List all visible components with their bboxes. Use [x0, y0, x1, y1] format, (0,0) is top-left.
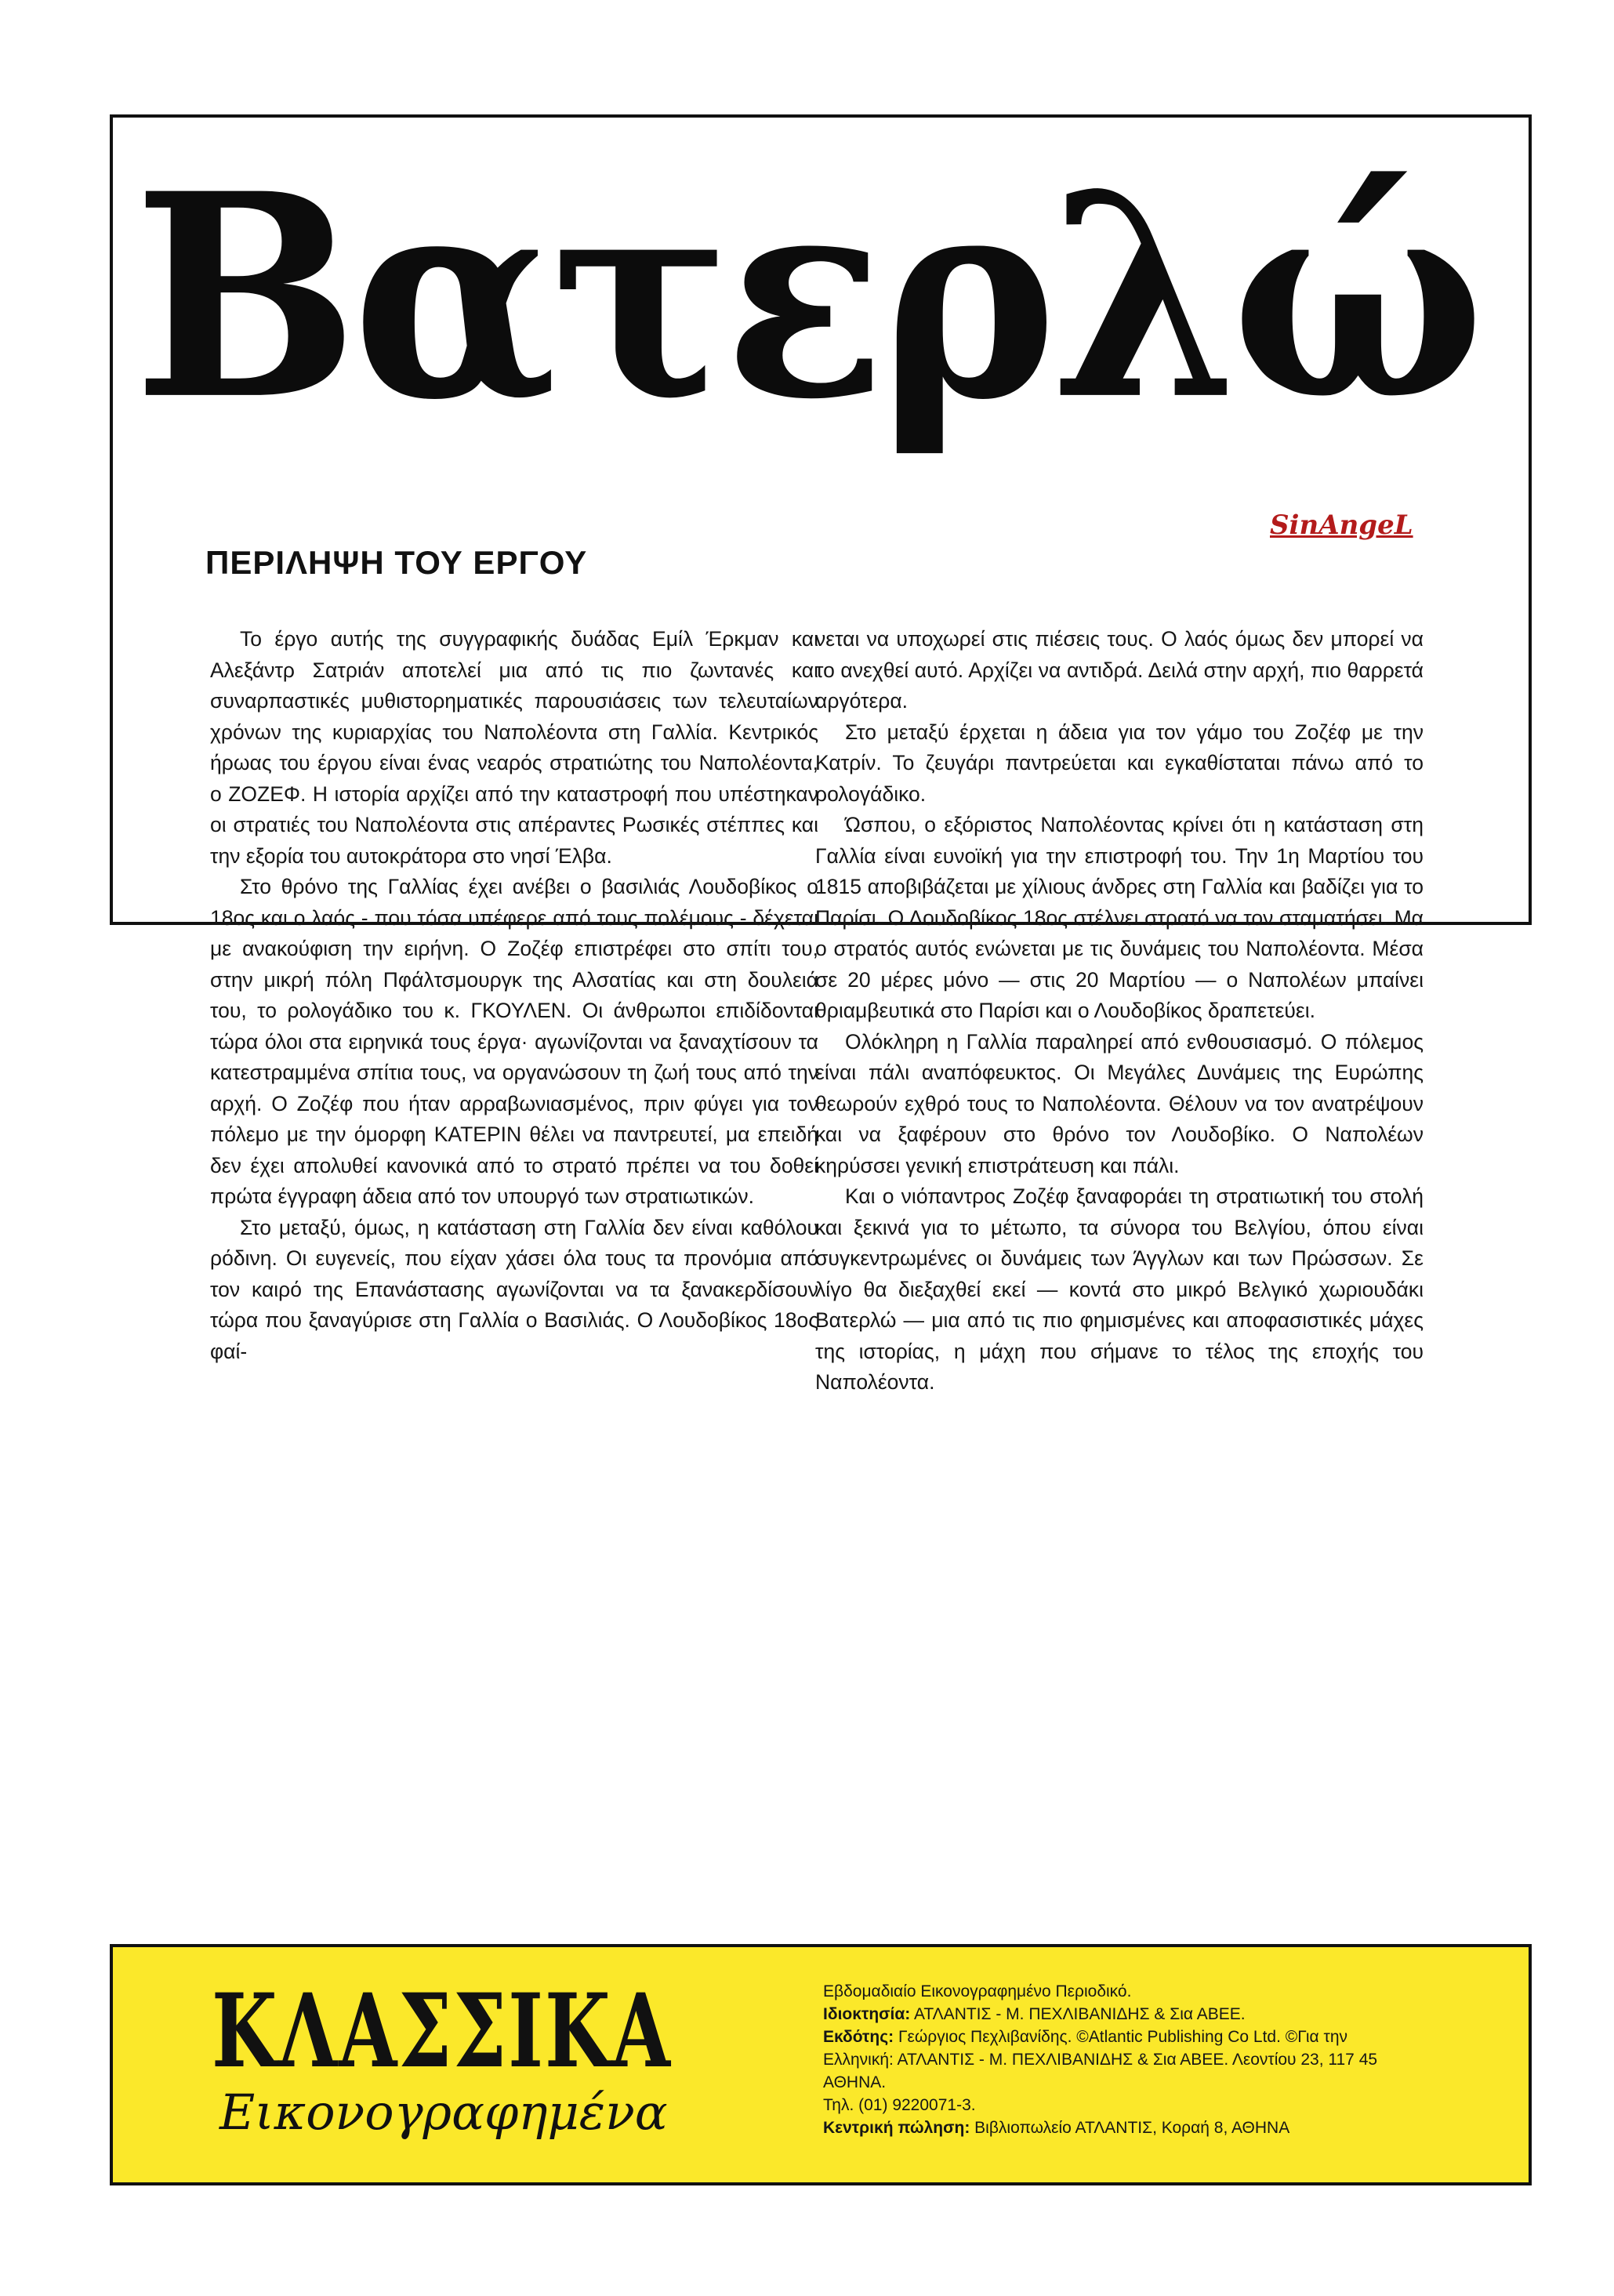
left-text-column — [210, 624, 818, 1367]
phone-line: Τηλ. (01) 9220071-3. — [823, 2096, 976, 2114]
publisher-value: Γεώργιος Πεχλιβανίδης. ©Atlantic Publishing Co Ltd. ©Για την Ελληνική: ΑΤΛΑΝΤΙΣ - Μ. ΠΕΧΛΙΒΑΝΙΔΗΣ & Σια ΑΒΕΕ. Λεοντίου 23, 117 45 ΑΘΗΝΑ. — [823, 2028, 1378, 2091]
publisher-info — [823, 1980, 1419, 2139]
right-text-column — [815, 624, 1424, 1398]
publication-type: Εβδομαδιαίο Εικονογραφημένο Περιοδικό. — [823, 1982, 1132, 2000]
artist-signature: SinAngeL — [1270, 510, 1413, 541]
magazine-logo-subtitle: Εικονογραφημένα — [219, 2084, 668, 2141]
paragraph: Και ο νιόπαντρος Ζοζέφ ξαναφοράει τη στρατιωτική του στολή και ξεκινά για το μέτωπο, τα σύνορα του Βελγίου, όπου είναι συγκεντρωμένες οι δυνάμεις των Άγγλων και των Πρώσσων. Σε λίγο θα διεξαχθεί εκεί — κοντά στο μικρό Βελγικό χωριουδάκι Βατερλώ — μια από τις πιο φημισμένες και αποφασιστικές μάχες της ιστορίας, η μάχη που σήμανε το τέλος της εποχής του Ναπολέοντα. — [815, 1184, 1424, 1394]
paragraph: Στο μεταξύ έρχεται η άδεια για τον γάμο του Ζοζέφ με την Κατρίν. Το ζευγάρι παντρεύεται και εγκαθίσταται πάνω από το ρολογάδικο. — [815, 720, 1424, 806]
owner-value: ΑΤΛΑΝΤΙΣ - Μ. ΠΕΧΛΙΒΑΝΙΔΗΣ & Σια ΑΒΕΕ. — [913, 2005, 1246, 2023]
publisher-label: Εκδότης: — [823, 2028, 894, 2046]
paragraph: Ώσπου, ο εξόριστος Ναπολέοντας κρίνει ότι η κατάσταση στη Γαλλία είναι ευνοϊκή για την επιστροφή του. Την 1η Μαρτίου του 1815 αποβιβάζεται με χίλιους άνδρες στη Γαλλία και βαδίζει για το Παρίσι. Ο Λουδοβίκος 18ος στέλνει στρατό να τον σταματήσει. Μα ο στρατός αυτός ενώνεται με τις δυνάμεις του Ναπολέοντα. Μέσα σε 20 μέρες μόνο — στις 20 Μαρτίου — ο Ναπολέων μπαίνει θριαμβευτικά στο Παρίσι και ο Λουδοβίκος δραπετεύει. — [815, 813, 1424, 1022]
sales-line — [823, 2116, 1419, 2139]
magazine-logo: ΚΛΑΣΣΙΚΑ — [212, 1971, 672, 2091]
sales-value: Βιβλιοπωλείο ΑΤΛΑΝΤΙΣ, Κοραή 8, ΑΘΗΝΑ — [974, 2119, 1290, 2137]
paragraph: Στο μεταξύ, όμως, η κατάσταση στη Γαλλία δεν είναι καθόλου ρόδινη. Οι ευγενείς, που είχαν χάσει όλα τους τα προνόμια από τον καιρό της Επανάστασης αγωνίζονται να τα ξανακερδίσουν τώρα που ξαναγύρισε στη Γαλλία ο Βασιλιάς. Ο Λουδοβίκος 18ος φαί- — [210, 1215, 818, 1363]
paragraph: Στο θρόνο της Γαλλίας έχει ανέβει ο βασιλιάς Λουδοβίκος ο 18ος και ο λαός - που τόσα υπέφερε από τους πολέμους - δέχεται με ανακούφιση την ειρήνη. Ο Ζοζέφ επιστρέφει στο σπίτι του, στην μικρή πόλη Πφάλτσμουργκ της Αλσατίας και στη δουλειά του, το ρολογάδικο του κ. ΓΚΟΥΛΕΝ. Οι άνθρωποι επιδίδονται τώρα όλοι στα ειρηνικά τους έργα· αγωνίζονται να ξαναχτίσουν τα κατεστραμμένα σπίτια τους, να οργανώσουν τη ζωή τους από την αρχή. Ο Ζοζέφ που ήταν αρραβωνιασμένος, πριν φύγει για τον πόλεμο με την όμορφη ΚΑΤΕΡΙΝ θέλει να παντρευτεί, μα επειδή δεν έχει απολυθεί κανονικά από το στρατό πρέπει να του δοθεί πρώτα έγγραφη άδεια από τον υπουργό των στρατιωτικών. — [210, 875, 818, 1208]
owner-line — [823, 2003, 1419, 2026]
page-title: Βατερλώ — [133, 133, 1479, 462]
section-heading: ΠΕΡΙΛΗΨΗ ΤΟΥ ΕΡΓΟΥ — [205, 544, 588, 581]
publisher-line — [823, 2026, 1419, 2094]
paragraph: Ολόκληρη η Γαλλία παραληρεί από ενθουσιασμό. Ο πόλεμος είναι πάλι αναπόφευκτος. Οι Μεγάλες Δυνάμεις της Ευρώπης θεωρούν εχθρό τους το Ναπολέοντα. Θέλουν να τον ανατρέψουν και να ξαφέρουν στο θρόνο τον Λουδοβίκο. Ο Ναπολέων κηρύσσει γενική επιστράτευση και πάλι. — [815, 1029, 1424, 1177]
paragraph: νεται να υποχωρεί στις πιέσεις τους. Ο λαός όμως δεν μπορεί να το ανεχθεί αυτό. Αρχίζει να αντιδρά. Δειλά στην αρχή, πιο θαρρετά αργότερα. — [815, 627, 1424, 713]
sales-label: Κεντρική πώληση: — [823, 2119, 970, 2137]
owner-label: Ιδιοκτησία: — [823, 2005, 911, 2023]
paragraph: Το έργο αυτής της συγγραφικής δυάδας Εμίλ Έρκμαν και Αλεξάντρ Σατριάν αποτελεί μια από τις πιο ζωντανές και συναρπαστικές μυθιστορηματικές παρουσιάσεις των τελευταίων χρόνων της κυριαρχίας του Ναπολέοντα στη Γαλλία. Κεντρικός ήρωας του έργου είναι ένας νεαρός στρατιώτης του Ναπολέοντα, ο ΖΟΖΕΦ. Η ιστορία αρχίζει από την καταστροφή που υπέστηκαν οι στρατιές του Ναπολέοντα στις απέραντες Ρωσικές στέππες και την εξορία του αυτοκράτορα στο νησί Έλβα. — [210, 627, 818, 868]
